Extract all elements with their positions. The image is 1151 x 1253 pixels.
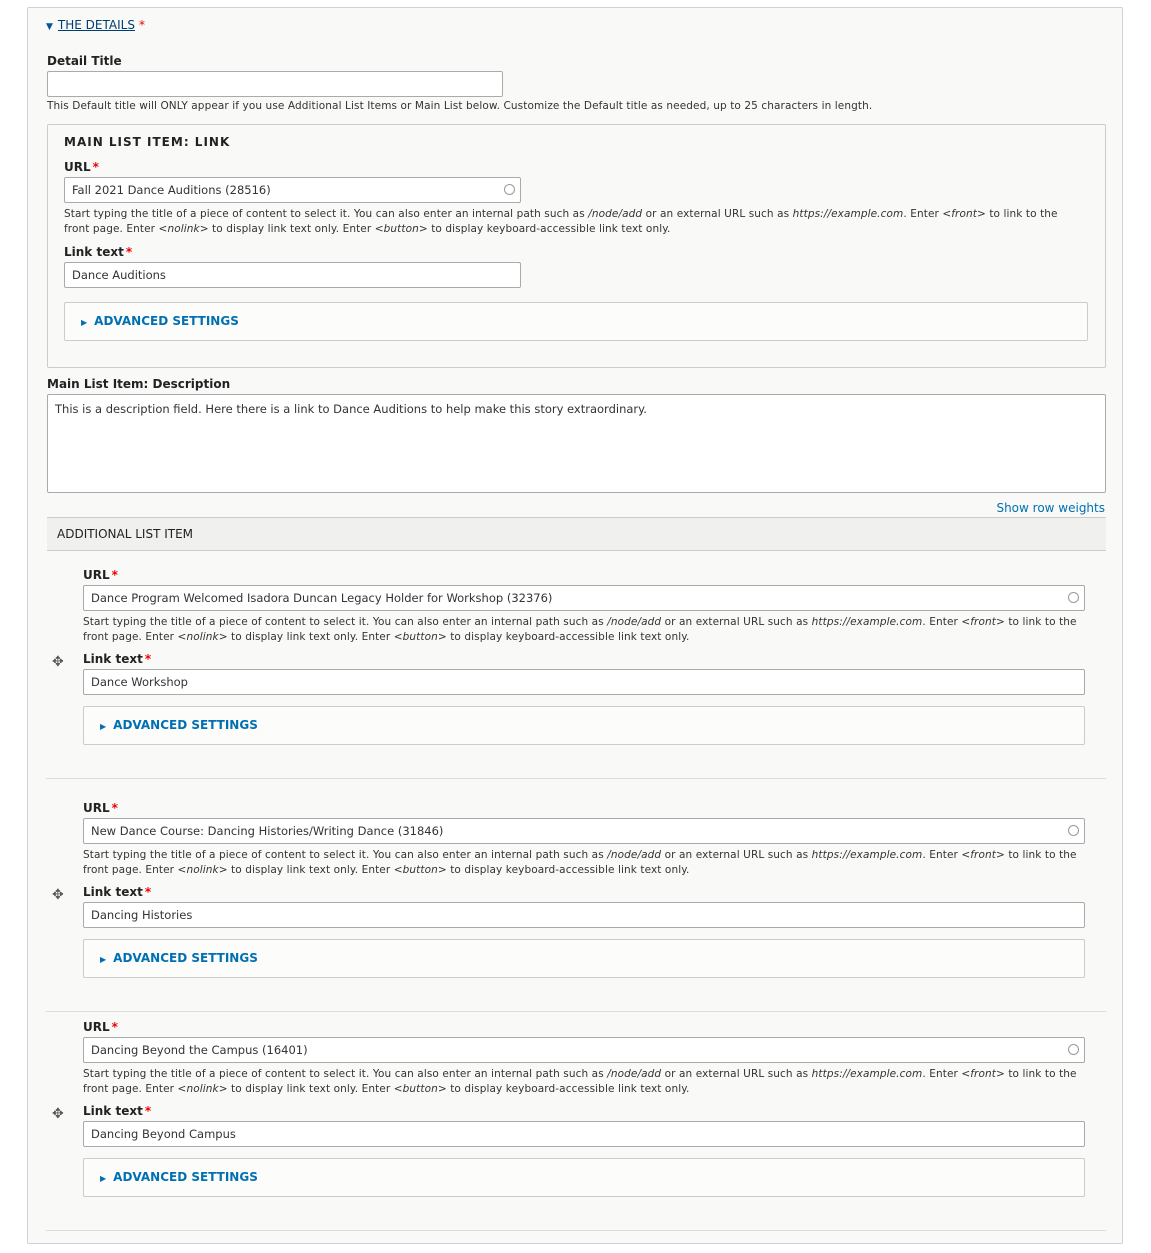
triangle-down-icon: ▼ [46, 22, 53, 32]
main-link-text-input[interactable]: Dance Auditions [64, 262, 521, 288]
url-help: Start typing the title of a piece of content to select it. You can also enter an internal path such as /node/add or an external URL such as https://example.com. Enter <front> to link to the front page. Enter <nolink> to display link text only. Enter <button> to display keyboard-accessible link text only. [83, 616, 1077, 643]
row-divider [46, 1011, 1106, 1012]
url-input[interactable]: Dancing Beyond the Campus (16401) [83, 1037, 1085, 1063]
autocomplete-icon [1068, 1044, 1079, 1055]
main-advanced-settings-toggle[interactable]: ▶ ADVANCED SETTINGS [64, 302, 1088, 341]
advanced-settings-toggle[interactable]: ▶ ADVANCED SETTINGS [83, 939, 1085, 978]
triangle-right-icon: ▶ [100, 722, 107, 731]
triangle-right-icon: ▶ [81, 318, 88, 327]
main-url-input[interactable]: Fall 2021 Dance Auditions (28516) [64, 177, 521, 203]
autocomplete-icon [1068, 592, 1079, 603]
link-text-input[interactable]: Dancing Histories [83, 902, 1085, 928]
triangle-right-icon: ▶ [100, 1174, 107, 1183]
show-row-weights-link[interactable]: Show row weights [996, 501, 1105, 515]
autocomplete-icon [504, 184, 515, 195]
link-text-input[interactable]: Dancing Beyond Campus [83, 1121, 1085, 1147]
link-text-input[interactable]: Dance Workshop [83, 669, 1085, 695]
triangle-right-icon: ▶ [100, 955, 107, 964]
detail-title-field: Detail Title This Default title will ONLY appear if you use Additional List Items or Main List below. Customize the Default title as needed, up to 25 characters in length. [47, 54, 873, 112]
url-input[interactable]: Dance Program Welcomed Isadora Duncan Legacy Holder for Workshop (32376) [83, 585, 1085, 611]
additional-list-item: ✥ URL * Dance Program Welcomed Isadora Duncan Legacy Holder for Workshop (32376) Start typing the title of a piece of content to select it. You can also enter an internal path such as /node/add or an external URL such as https://example.com. Enter <front> to link to the front page. Enter <nolink> to display link text only. Enter <button> to display keyboard-accessible link text only. Link text * Dance Workshop ▶ ADVANCED SETTINGS [28, 568, 1124, 788]
details-panel: ▼ THE DETAILS * Detail Title This Default title will ONLY appear if you use Additional List Items or Main List below. Customize the Default title as needed, up to 25 characters in length. MAIN LIST ITEM: LINK URL * Fall 2021 Dance Auditions (28516) Start typing the title of a piece of content to select it. You can also enter an internal path such as /node/add or an external URL such as https://example.com. Enter <front> to link to the front page. Enter <nolink> to display link text only. Enter <button> to display keyboard-accessible link text only. Link text * Dance Auditions ▶ ADVANCED SETTINGS Main List Item: Description This is a description field. Here there is a link to Dance Auditions to help make this story extraordinary. Show row weights ADDITIONAL LIST ITEM ✥ URL * Dance Program Welcomed Isadora Duncan Legacy Holder for Workshop (32376) Start typing the title of a piece of content to select it. You can also enter an internal path such as /node/add or an external URL such as https://example.com. Enter <front> to link to the front page. Enter <nolink> to display link text only. Enter <button> to display keyboard-accessible link text only. Link text * Dance Workshop ▶ ADVANCED SETTINGS ✥ URL * New Dance Course: Dancing Histories/Writing Dance (31846) Start typing the title of a piece of content to select it. You can also enter an internal path such as /node/add or an external URL such as https://example.com. Enter <front> to link to the front page. Enter <nolink> to display link text only. Enter <button> to display keyboard-accessible link text only. Link text * Dancing Histories ▶ ADVANCED SETTINGS ✥ URL * Dancing Beyond the Campus (16401) Start typing the title of a piece of content to select it. You can also enter an internal path such as /node/add or an external URL such as https://example.com. Enter <front> to link to the front page. Enter <nolink> to display link text only. Enter <button> to display keyboard-accessible link text only. Link text * Dancing Beyond Campus ▶ ADVANCED SETTINGS [27, 7, 1123, 1244]
url-input[interactable]: New Dance Course: Dancing Histories/Writing Dance (31846) [83, 818, 1085, 844]
advanced-settings-toggle[interactable]: ▶ ADVANCED SETTINGS [83, 706, 1085, 745]
row-divider [46, 1230, 1106, 1231]
advanced-settings-toggle[interactable]: ▶ ADVANCED SETTINGS [83, 1158, 1085, 1197]
additional-list-item: ✥ URL * New Dance Course: Dancing Histories/Writing Dance (31846) Start typing the title of a piece of content to select it. You can also enter an internal path such as /node/add or an external URL such as https://example.com. Enter <front> to link to the front page. Enter <nolink> to display link text only. Enter <button> to display keyboard-accessible link text only. Link text * Dancing Histories ▶ ADVANCED SETTINGS [28, 801, 1124, 1021]
description-textarea[interactable]: This is a description field. Here there is a link to Dance Auditions to help make this story extraordinary. [47, 394, 1106, 493]
url-help: Start typing the title of a piece of content to select it. You can also enter an internal path such as /node/add or an external URL such as https://example.com. Enter <front> to link to the front page. Enter <nolink> to display link text only. Enter <button> to display keyboard-accessible link text only. [64, 208, 1058, 235]
url-help: Start typing the title of a piece of content to select it. You can also enter an internal path such as /node/add or an external URL such as https://example.com. Enter <front> to link to the front page. Enter <nolink> to display link text only. Enter <button> to display keyboard-accessible link text only. [83, 849, 1077, 876]
details-toggle[interactable]: ▼ THE DETAILS * [46, 18, 145, 32]
drag-handle-icon[interactable]: ✥ [52, 654, 64, 670]
drag-handle-icon[interactable]: ✥ [52, 1106, 64, 1122]
detail-title-input[interactable] [47, 71, 503, 97]
row-divider [46, 778, 1106, 779]
url-help: Start typing the title of a piece of content to select it. You can also enter an internal path such as /node/add or an external URL such as https://example.com. Enter <front> to link to the front page. Enter <nolink> to display link text only. Enter <button> to display keyboard-accessible link text only. [83, 1068, 1077, 1095]
additional-list-item: ✥ URL * Dancing Beyond the Campus (16401) Start typing the title of a piece of content to select it. You can also enter an internal path such as /node/add or an external URL such as https://example.com. Enter <front> to link to the front page. Enter <nolink> to display link text only. Enter <button> to display keyboard-accessible link text only. Link text * Dancing Beyond Campus ▶ ADVANCED SETTINGS [28, 1020, 1124, 1240]
main-list-item-link-fieldset: MAIN LIST ITEM: LINK URL * Fall 2021 Dance Auditions (28516) Start typing the title of a piece of content to select it. You can also enter an internal path such as /node/add or an external URL such as https://example.com. Enter <front> to link to the front page. Enter <nolink> to display link text only. Enter <button> to display keyboard-accessible link text only. Link text * Dance Auditions ▶ ADVANCED SETTINGS [47, 124, 1106, 368]
drag-handle-icon[interactable]: ✥ [52, 887, 64, 903]
additional-list-header: ADDITIONAL LIST ITEM [47, 517, 1106, 551]
autocomplete-icon [1068, 825, 1079, 836]
